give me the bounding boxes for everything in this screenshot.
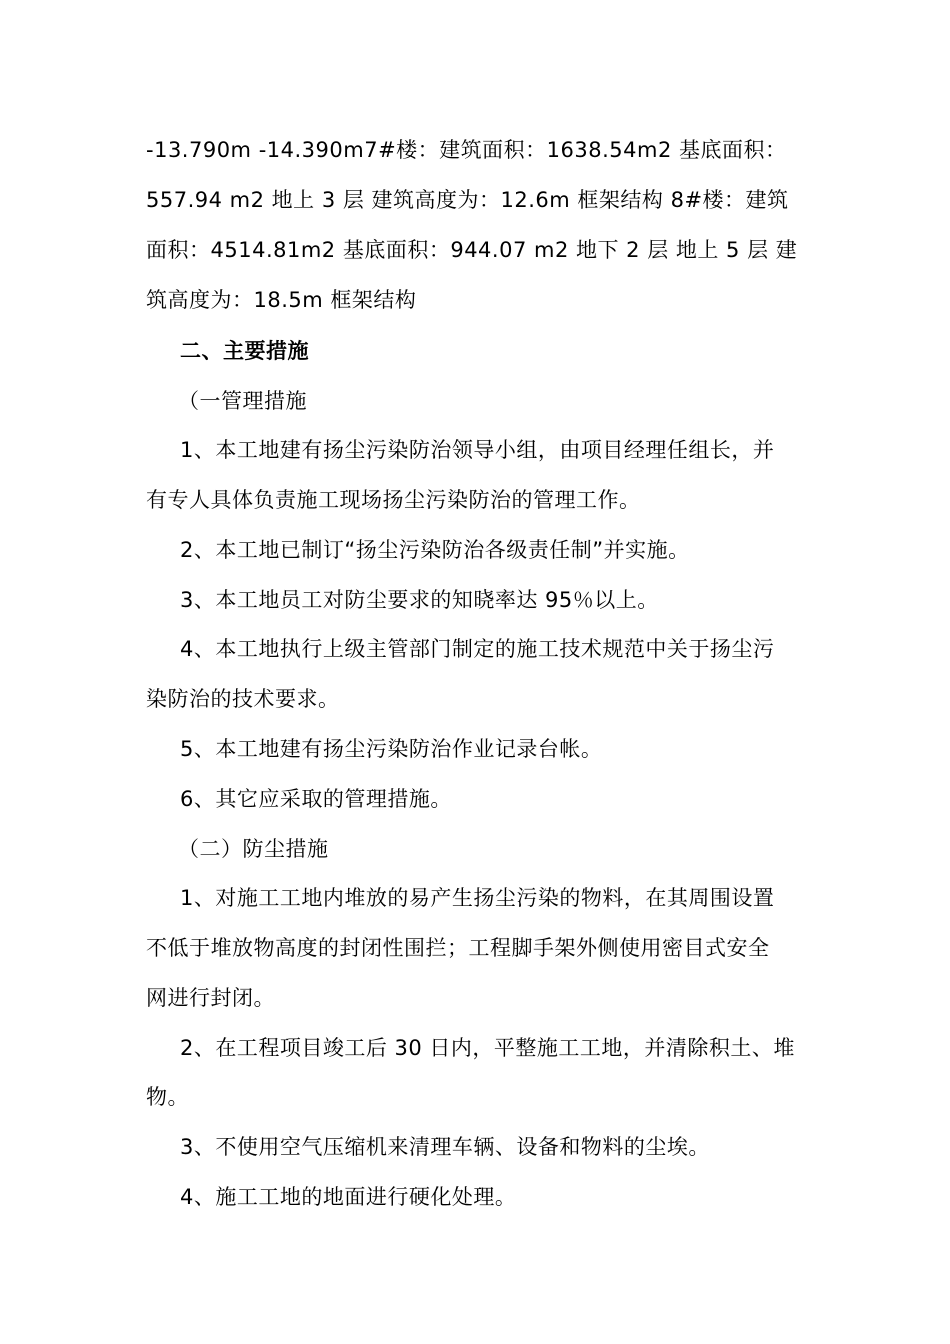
list-item: 5、本工地建有扬尘污染防治作业记录台帐。 <box>180 737 603 761</box>
list-item: 4、施工工地的地面进行硬化处理。 <box>180 1185 517 1209</box>
subsection-heading: （一管理措施 <box>178 389 307 413</box>
list-item-continuation: 不低于堆放物高度的封闭性围拦；工程脚手架外侧使用密目式安全 <box>146 936 770 960</box>
list-item: 4、本工地执行上级主管部门制定的施工技术规范中关于扬尘污 <box>180 637 775 661</box>
list-item: 2、本工地已制订“扬尘污染防治各级责任制”并实施。 <box>180 538 690 562</box>
paragraph-line: 筑高度为：18.5m 框架结构 <box>146 288 417 312</box>
paragraph-line: -13.790m -14.390m7#楼：建筑面积：1638.54m2 基底面积： <box>146 138 787 162</box>
paragraph-line: 面积：4514.81m2 基底面积：944.07 m2 地下 2 层 地上 5 层 建 <box>146 238 798 262</box>
list-item: 3、本工地员工对防尘要求的知晓率达 95％以上。 <box>180 588 659 612</box>
list-item-continuation: 有专人具体负责施工现场扬尘污染防治的管理工作。 <box>146 488 641 512</box>
list-item: 6、其它应采取的管理措施。 <box>180 787 452 811</box>
subsection-heading: （二）防尘措施 <box>178 837 329 861</box>
paragraph-line: 557.94 m2 地上 3 层 建筑高度为：12.6m 框架结构 8#楼：建筑 <box>146 188 789 212</box>
list-item-continuation: 网进行封闭。 <box>146 986 275 1010</box>
section-heading: 二、主要措施 <box>180 339 309 363</box>
list-item: 2、在工程项目竣工后 30 日内，平整施工工地，并清除积土、堆 <box>180 1036 795 1060</box>
list-item: 3、不使用空气压缩机来清理车辆、设备和物料的尘埃。 <box>180 1135 710 1159</box>
list-item: 1、对施工工地内堆放的易产生扬尘污染的物料，在其周围设置 <box>180 886 775 910</box>
list-item-continuation: 物。 <box>146 1085 189 1109</box>
list-item: 1、本工地建有扬尘污染防治领导小组，由项目经理任组长，并 <box>180 438 775 462</box>
list-item-continuation: 染防治的技术要求。 <box>146 687 340 711</box>
